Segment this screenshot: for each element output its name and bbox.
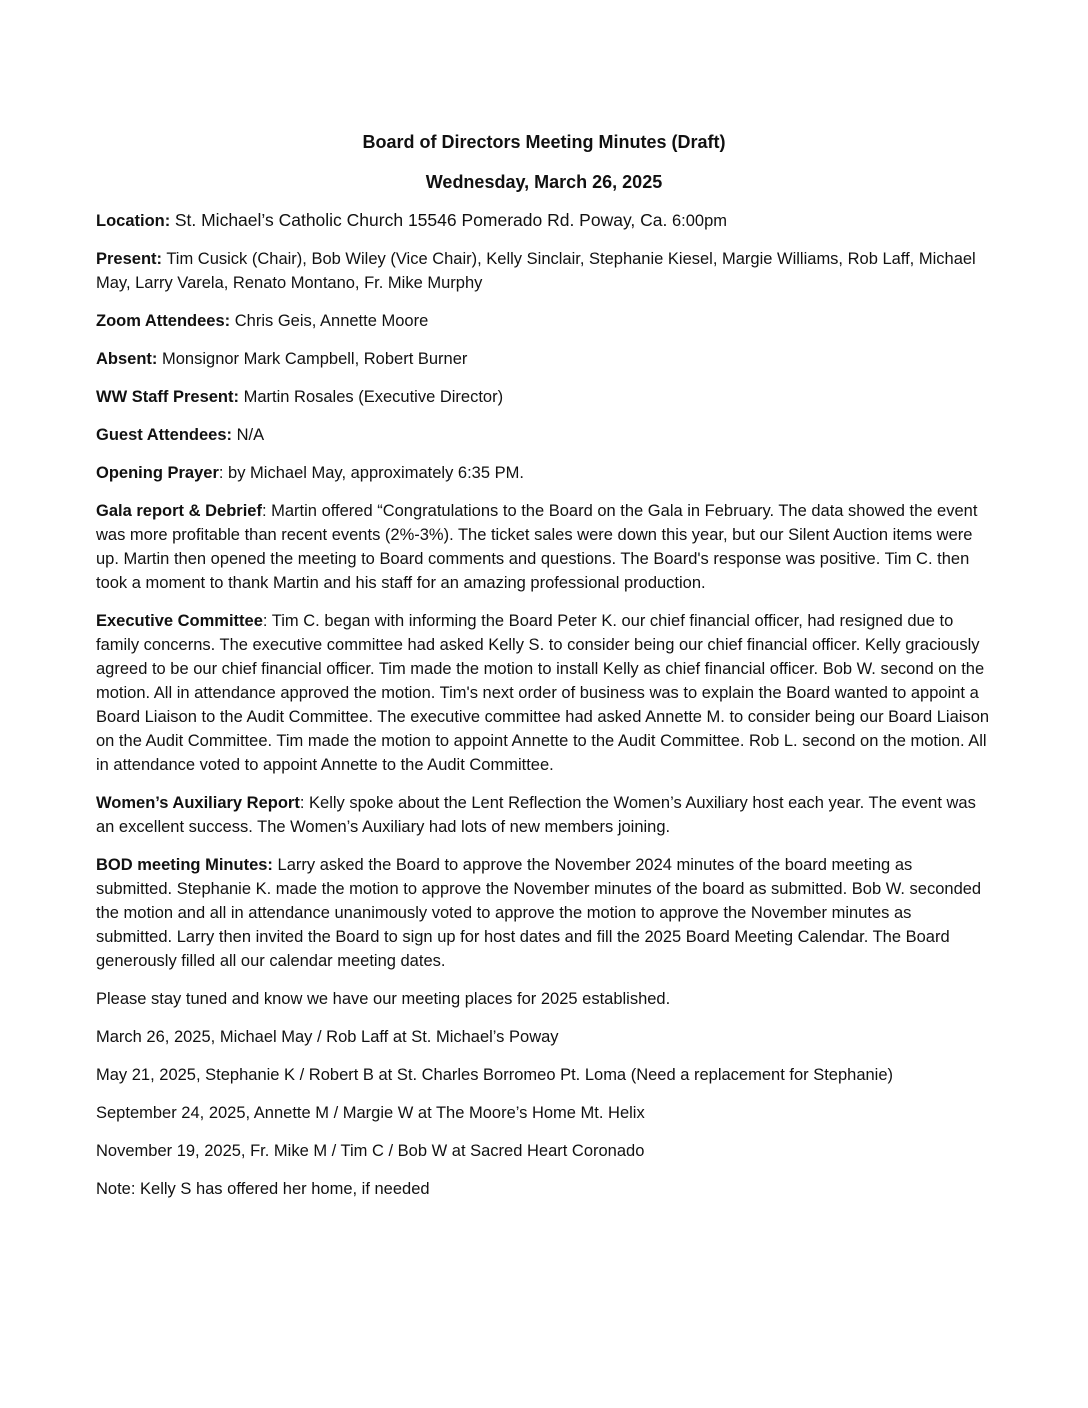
absent-value: Monsignor Mark Campbell, Robert Burner	[162, 350, 468, 368]
bod-paragraph	[96, 853, 992, 973]
present-label: Present:	[96, 250, 163, 268]
schedule-item: November 19, 2025, Fr. Mike M / Tim C / Bob W at Sacred Heart Coronado	[96, 1142, 645, 1160]
present-line	[96, 247, 992, 295]
guests-label: Guest Attendees:	[96, 426, 232, 444]
schedule-item: September 24, 2025, Annette M / Margie W at The Moore’s Home Mt. Helix	[96, 1104, 645, 1122]
document-title: Board of Directors Meeting Minutes (Draft)	[362, 132, 726, 152]
note-line: Note: Kelly S has offered her home, if needed	[96, 1180, 430, 1198]
schedule-intro: Please stay tuned and know we have our meeting places for 2025 established.	[96, 990, 671, 1008]
meeting-date: Wednesday, March 26, 2025	[425, 172, 663, 192]
staff-line	[96, 385, 992, 409]
schedule-item: March 26, 2025, Michael May / Rob Laff at St. Michael’s Poway	[96, 1028, 559, 1046]
zoom-value: Chris Geis, Annette Moore	[234, 312, 429, 330]
guests-value: N/A	[236, 426, 265, 444]
present-value: Tim Cusick (Chair), Bob Wiley (Vice Chair), Kelly Sinclair, Stephanie Kiesel, Margie Williams, Rob Laff, Michael May, Larry Varela, Renato Montano, Fr. Mike Murphy	[96, 250, 976, 292]
bod-value: Larry asked the Board to approve the November 2024 minutes of the board meeting as submitted. Stephanie K. made the motion to approve the November minutes of the board as submitted. Bob W. seconded the motion and all in attendance unanimously voted to approve the motion to approve the November minutes as submitted. Larry then invited the Board to sign up for host dates and fill the 2025 Board Meeting Calendar. The Board generously filled all our calendar meeting dates.	[96, 856, 982, 970]
womens-value: : Kelly spoke about the Lent Reflection the Women’s Auxiliary host each year. The event was an excellent success. The Women’s Auxiliary had lots of new members joining.	[96, 794, 976, 836]
location-label: Location:	[96, 212, 171, 230]
meeting-time: 6:00pm	[671, 212, 727, 230]
zoom-label: Zoom Attendees:	[96, 312, 231, 330]
zoom-line	[96, 309, 992, 333]
location-value: St. Michael’s Catholic Church 15546 Pomerado Rd. Poway, Ca.	[174, 210, 668, 230]
gala-value: : Martin offered “Congratulations to the Board on the Gala in February. The data showed the event was more profitable than recent events (2%-3%). The ticket sales were down this year, but our Silent Auction items were up. Martin then opened the meeting to Board comments and questions. The Board's response was positive. Tim C. then took a moment to thank Martin and his staff for an amazing professional production.	[96, 502, 978, 592]
minutes-document	[96, 128, 992, 1215]
womens-paragraph	[96, 791, 992, 839]
absent-line	[96, 347, 992, 371]
schedule-item: May 21, 2025, Stephanie K / Robert B at St. Charles Borromeo Pt. Loma (Need a replacement for Stephanie)	[96, 1066, 894, 1084]
staff-label: WW Staff Present:	[96, 388, 240, 406]
prayer-value: : by Michael May, approximately 6:35 PM.	[218, 464, 524, 482]
staff-value: Martin Rosales (Executive Director)	[243, 388, 504, 406]
prayer-line	[96, 461, 992, 485]
location-line	[96, 208, 992, 233]
gala-label: Gala report & Debrief	[96, 502, 262, 520]
executive-value: : Tim C. began with informing the Board Peter K. our chief financial officer, had resigned due to family concerns. The executive committee had asked Kelly S. to consider being our chief financial officer. Kelly graciously agreed to be our chief financial officer. Tim made the motion to install Kelly as chief financial officer. Bob W. second on the motion. All in attendance approved the motion. Tim's next order of business was to explain the Board wanted to appoint a Board Liaison to the Audit Committee. The executive committee had asked Annette M. to consider being our Board Liaison on the Audit Committee. Tim made the motion to appoint Annette to the Audit Committee. Rob L. second on the motion. All in attendance voted to appoint Annette to the Audit Committee.	[96, 612, 990, 774]
executive-label: Executive Committee	[96, 612, 263, 630]
womens-label: Women’s Auxiliary Report	[96, 794, 300, 812]
executive-paragraph	[96, 609, 992, 777]
absent-label: Absent:	[96, 350, 158, 368]
guests-line	[96, 423, 992, 447]
prayer-label: Opening Prayer	[96, 464, 219, 482]
bod-label: BOD meeting Minutes:	[96, 856, 273, 874]
gala-paragraph	[96, 499, 992, 595]
